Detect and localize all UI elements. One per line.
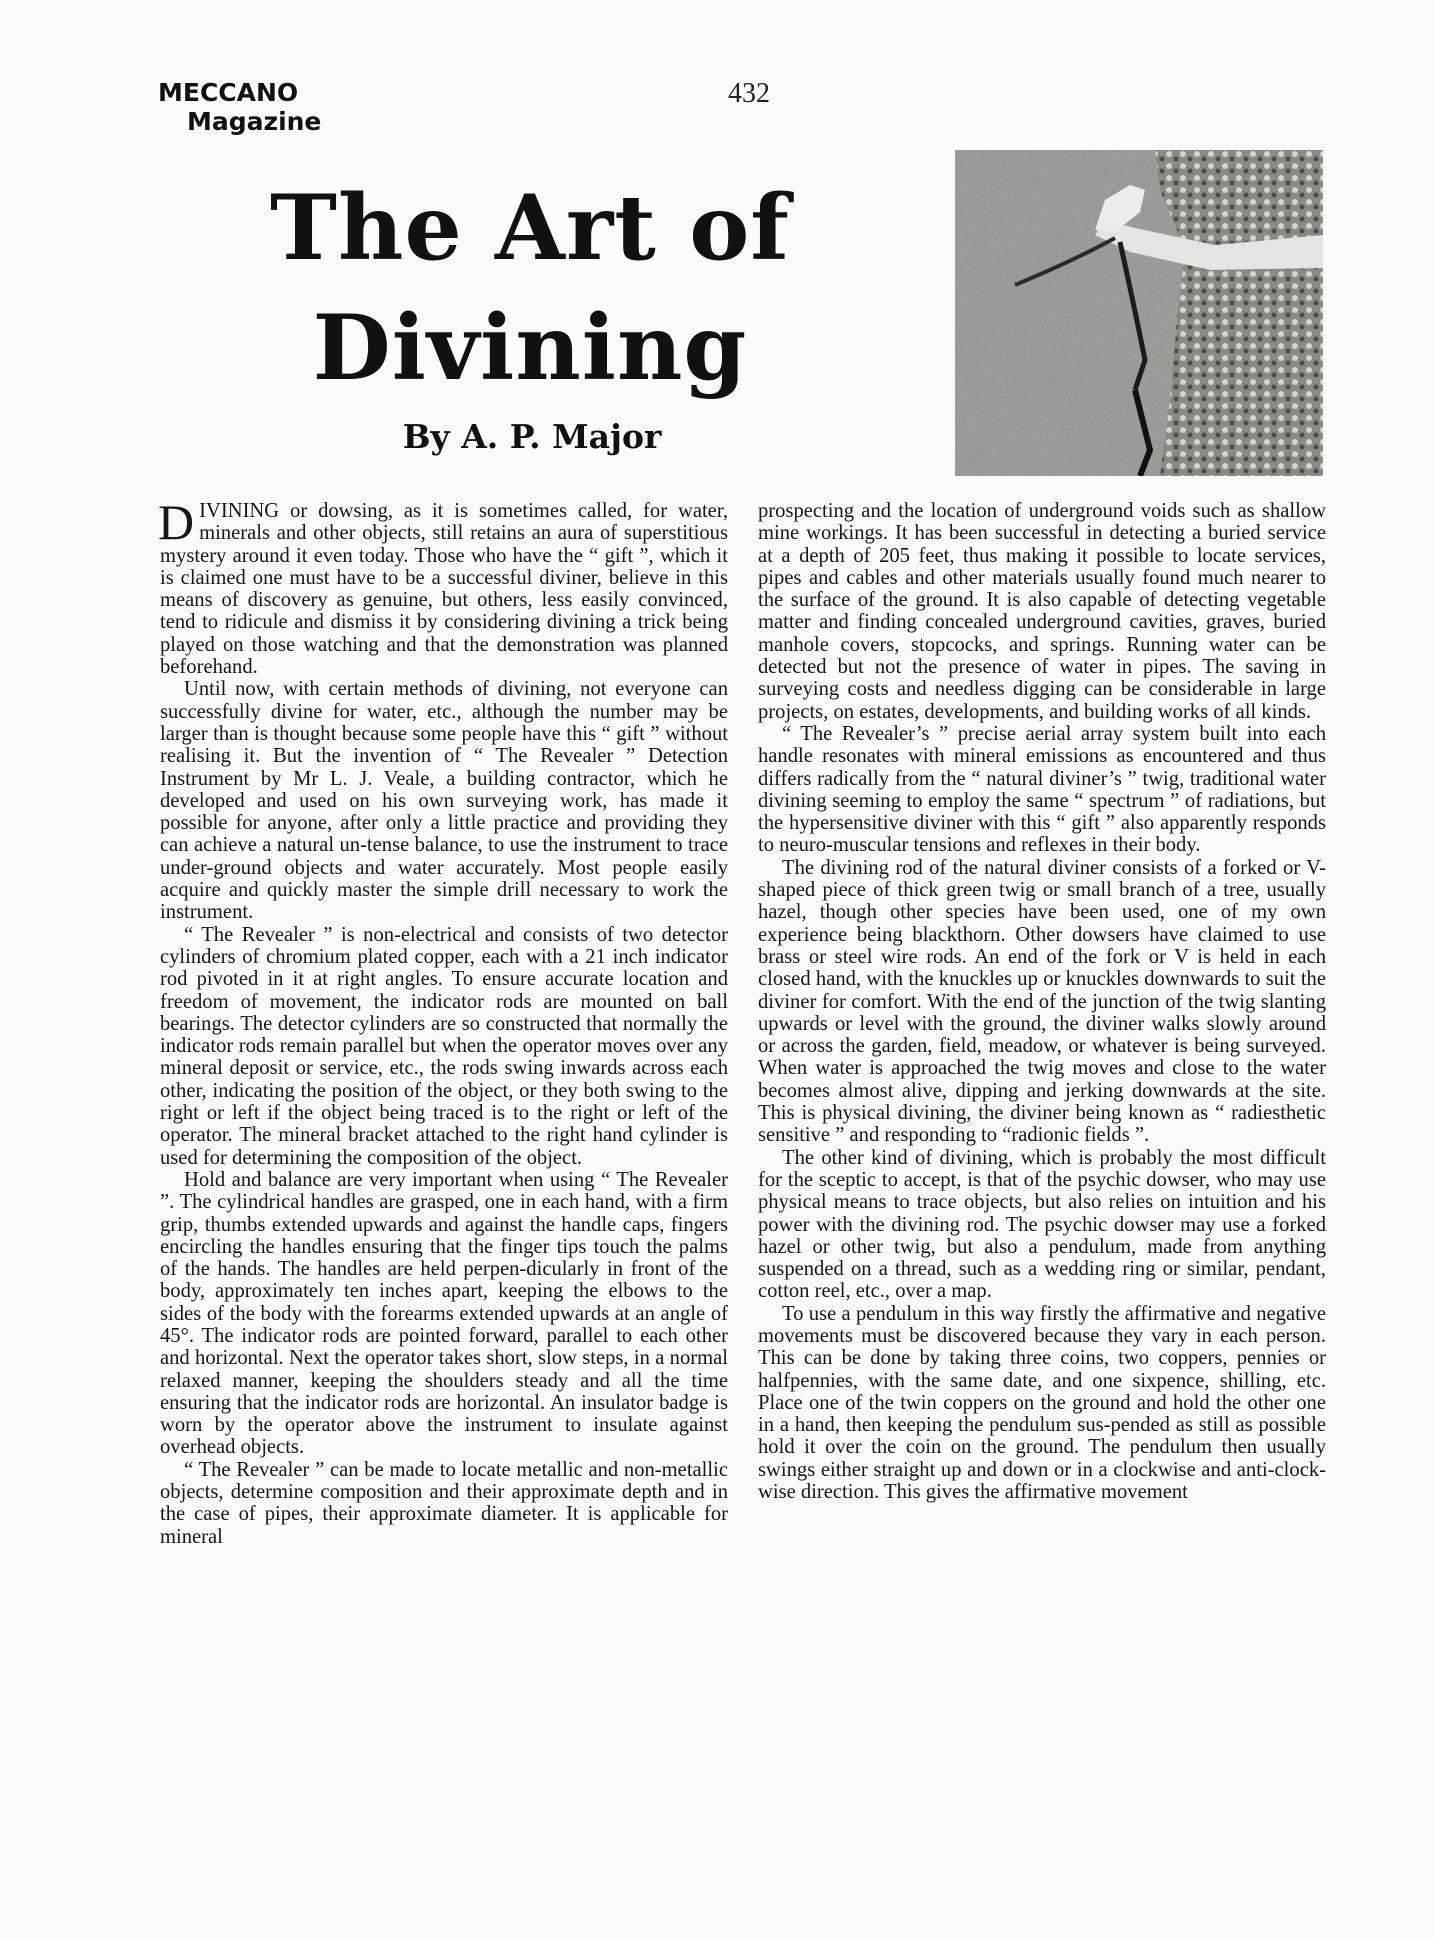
right-column xyxy=(758,500,1326,1503)
paragraph: “ The Revealer ” can be made to locate metallic and non-metallic objects, determine composition and their approximate depth and in the case of pipes, their approximate diameter. It is applicable for mineral xyxy=(160,1458,728,1548)
byline: By A. P. Major xyxy=(402,417,662,456)
magazine-masthead xyxy=(158,78,321,136)
paragraph: prospecting and the location of underground voids such as shallow mine workings. It has been successful in detecting a buried service at a depth of 205 feet, thus making it possible to locate services, pipes and cables and other materials usually found much nearer to the surface of the ground. It is also capable of detecting vegetable matter and finding concealed underground cavities, graves, buried manhole covers, stopcocks, and springs. Running water can be detected but not the presence of water in pipes. The saving in surveying costs and needless digging can be considerable in large projects, on estates, developments, and building works of all kinds. xyxy=(758,500,1326,723)
drop-cap: D xyxy=(158,494,195,550)
page-number: 432 xyxy=(728,78,770,109)
masthead-line-1: MECCANO xyxy=(158,78,299,107)
paragraph: The other kind of divining, which is probably the most difficult for the sceptic to accept, is that of the psychic dowser, who may use physical means to trace objects, but also relies on intuition and his power with the divining rod. The psychic dowser may use a forked hazel or other twig, but also a pendulum, made from anything suspended on a thread, such as a wedding ring or similar, pendant, cotton reel, etc., over a map. xyxy=(758,1146,1326,1303)
masthead-line-2: Magazine xyxy=(187,107,322,136)
paragraph-text: IVINING or dowsing, as it is sometimes called, for water, minerals and other objects, still retains an aura of superstitious mystery around it even today. Those who have the “ gift ”, which it is claimed one must have to be a successful diviner, believe in this means of discovery as genuine, but others, less easily convinced, tend to ridicule and dismiss it by considering divining a trick being played on those watching and that the demonstration was planned beforehand. xyxy=(160,500,728,679)
title-line-2: Divining xyxy=(312,295,748,401)
paragraph: To use a pendulum in this way firstly the affirmative and negative movements must be discovered because they vary in each person. This can be done by taking three coins, two coppers, pennies or halfpennies, with the same date, and one sixpence, shilling, etc. Place one of the twin coppers on the ground and hold the other one in a hand, then keeping the pendulum sus-pended as still as possible hold it over the coin on the ground. The pendulum then usually swings either straight up and down or in a clockwise and anti-clock-wise direction. This gives the affirmative movement xyxy=(758,1302,1326,1504)
paragraph: “ The Revealer ” is non-electrical and consists of two detector cylinders of chromium plated copper, each with a 21 inch indicator rod pivoted in it at right angles. To ensure accurate location and freedom of movement, the indicator rods are mounted on ball bearings. The detector cylinders are so constructed that normally the indicator rods remain parallel but when the operator moves over any mineral deposit or service, etc., the rods swing inwards across each other, indicating the position of the object, or they both swing to the right or left if the object being traced is to the right or left of the operator. The mineral bracket attached to the right hand cylinder is used for determining the composition of the object. xyxy=(160,923,728,1169)
divining-photo xyxy=(955,150,1323,476)
left-column xyxy=(158,494,728,1548)
article-title xyxy=(200,168,860,408)
paragraph: “ The Revealer’s ” precise aerial array system built into each handle resonates with mineral emissions as encountered and thus differs radically from the “ natural diviner’s ” twig, traditional water divining seeming to employ the same “ spectrum ” of radiations, but the hypersensitive diviner with this “ gift ” also apparently responds to neuro-muscular tensions and reflexes in their body. xyxy=(758,722,1326,857)
paragraph: Until now, with certain methods of divining, not everyone can successfully divine for water, etc., although the number may be larger than is thought because some people have this “ gift ” without realising it. But the invention of “ The Revealer ” Detection Instrument by Mr L. J. Veale, a building contractor, which he developed and used on his own surveying work, has made it possible for anyone, after only a little practice and providing they can achieve a natural un-tense balance, to use the instrument to trace under-ground objects and water accurately. Most people easily acquire and quickly master the simple drill necessary to work the instrument. xyxy=(160,678,728,924)
title-line-1: The Art of xyxy=(270,175,790,281)
paragraph: The divining rod of the natural diviner consists of a forked or V-shaped piece of thick green twig or small branch of a tree, usually hazel, though other species have been used, one of my own experience being blackthorn. Other dowsers have claimed to use brass or steel wire rods. An end of the fork or V is held in each closed hand, with the knuckles up or knuckles downwards to suit the diviner for comfort. With the end of the junction of the twig slanting upwards or level with the ground, the diviner walks slowly around or across the garden, field, meadow, or whatever is being surveyed. When water is approached the twig moves and close to the water becomes almost alive, dipping and jerking downwards at the site. This is physical divining, the diviner being known as “ radiesthetic sensitive ” and responding to “radionic fields ”. xyxy=(758,856,1326,1147)
paragraph xyxy=(158,494,728,679)
paragraph: Hold and balance are very important when using “ The Revealer ”. The cylindrical handles are grasped, one in each hand, with a firm grip, thumbs extended upwards and against the handle caps, fingers encircling the handles ensuring that the finger tips touch the palms of the hands. The handles are held perpen-dicularly in front of the body, approximately ten inches apart, keeping the elbows to the sides of the body with the forearms extended upwards at an angle of 45°. The indicator rods are pointed forward, parallel to each other and horizontal. Next the operator takes short, slow steps, in a normal relaxed manner, keeping the shoulders steady and all the time ensuring that the indicator rods are horizontal. An insulator badge is worn by the operator above the instrument to insulate against overhead objects. xyxy=(160,1168,728,1459)
